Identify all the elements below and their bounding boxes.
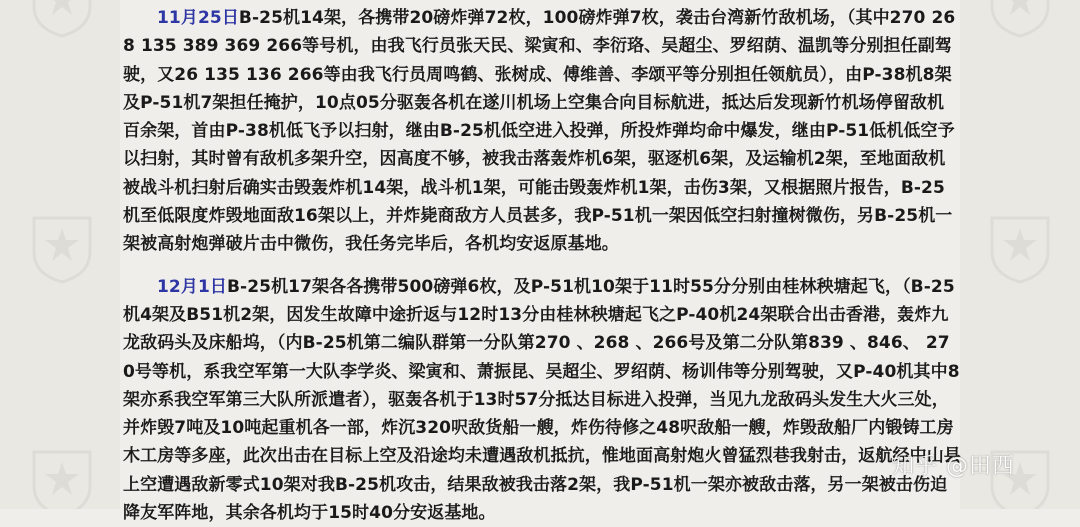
paragraph-text: B-25机17架各各携带500磅弹6枚，及P-51机10架于11时55分分别由桂林秧塘起飞，（B-25机4架及B51机2架，因发生故障中途折返与12时13分由桂林秧塘起飞之P-40机24架联合出击香港，轰炸九龙敌码头及床船坞，（内B-25机第二编队群第一分队第270 、268 、266号及第二分队第839 、846、 270号等机，系我空军第一大队李学炎、梁寅和、萧振昆、吴超尘、罗绍荫、杨训伟等分别驾驶，又P-40机其中8架亦系我空军第三大队所派遣者），驱轰各机于13时57分抵达目标进入投弹，当见九龙敌码头发生大火三处，并炸毁7吨及10吨起重机各一部，炸沉320呎敌货船一艘，炸伤待修之48呎敌船一艘，炸毁敌船厂内锻铸工房木工房等多座，此次出击在目标上空及沿途均未遭遇敌机抵抗，惟地面高射炮火曾猛烈巷我射击，返航经中山县上空遭遇敌新零式10架对我B-25机攻击，结果敌被我击落2架，我P-51机一架亦被敌击落，另一架被击伤迫降友军阵地，其余各机均于15时40分安返基地。 [123,276,961,524]
paragraph-date: 11月25日 [157,8,239,28]
zhihu-watermark: 知乎 @田西 [892,454,1015,479]
shield-emblem-icon [30,0,94,38]
shield-emblem-icon [30,448,94,509]
paragraph-text: B-25机14架，各携带20磅炸弹72枚，100磅炸弹7枚，袭击台湾新竹敌机场，（其中270 268 135 389 369 266等号机，由我飞行员张天民、梁寅和、李衍珞、吴超尘、罗绍荫、温凯等分别担任副驾驶，又26 135 136 266等由我飞行员周鸣鹤、张树成、傅维善、李颂平等分别担任领航员），由P-38机8架及P-51机7架担任掩护，10点05分驱轰各机在遂川机场上空集合向目标航进，抵达后发现新竹机场停留敌机百余架，首由P-38机低飞予以扫射，继由B-25机低空进入投弹，所投炸弹均命中爆发，继由P-51低机低空予以扫射，其时曾有敌机多架升空，因高度不够，被我击落轰炸机6架，驱逐机6架，及运输机2架，至地面敌机被战斗机扫射后确实击毁轰炸机14架，战斗机1架，可能击毁轰炸机1架，击伤3架，又根据照片报告，B-25机至低限度炸毁地面敌16架以上，并炸毙商敌方人员甚多，我P-51机一架因低空扫射撞树微伤，另B-25机一架被高射炮弹破片击中微伤，我任务完毕后，各机均安返原基地。 [123,8,956,255]
left-background-pattern [0,0,120,509]
shield-emblem-icon [30,214,94,284]
shield-emblem-icon [988,214,1052,284]
paragraph-date: 12月1日 [157,276,227,297]
right-background-pattern [960,0,1080,509]
shield-emblem-icon [988,0,1052,38]
paragraph-nov-25 [123,4,961,259]
document-body [123,4,961,527]
paragraph-dec-1 [123,273,961,527]
